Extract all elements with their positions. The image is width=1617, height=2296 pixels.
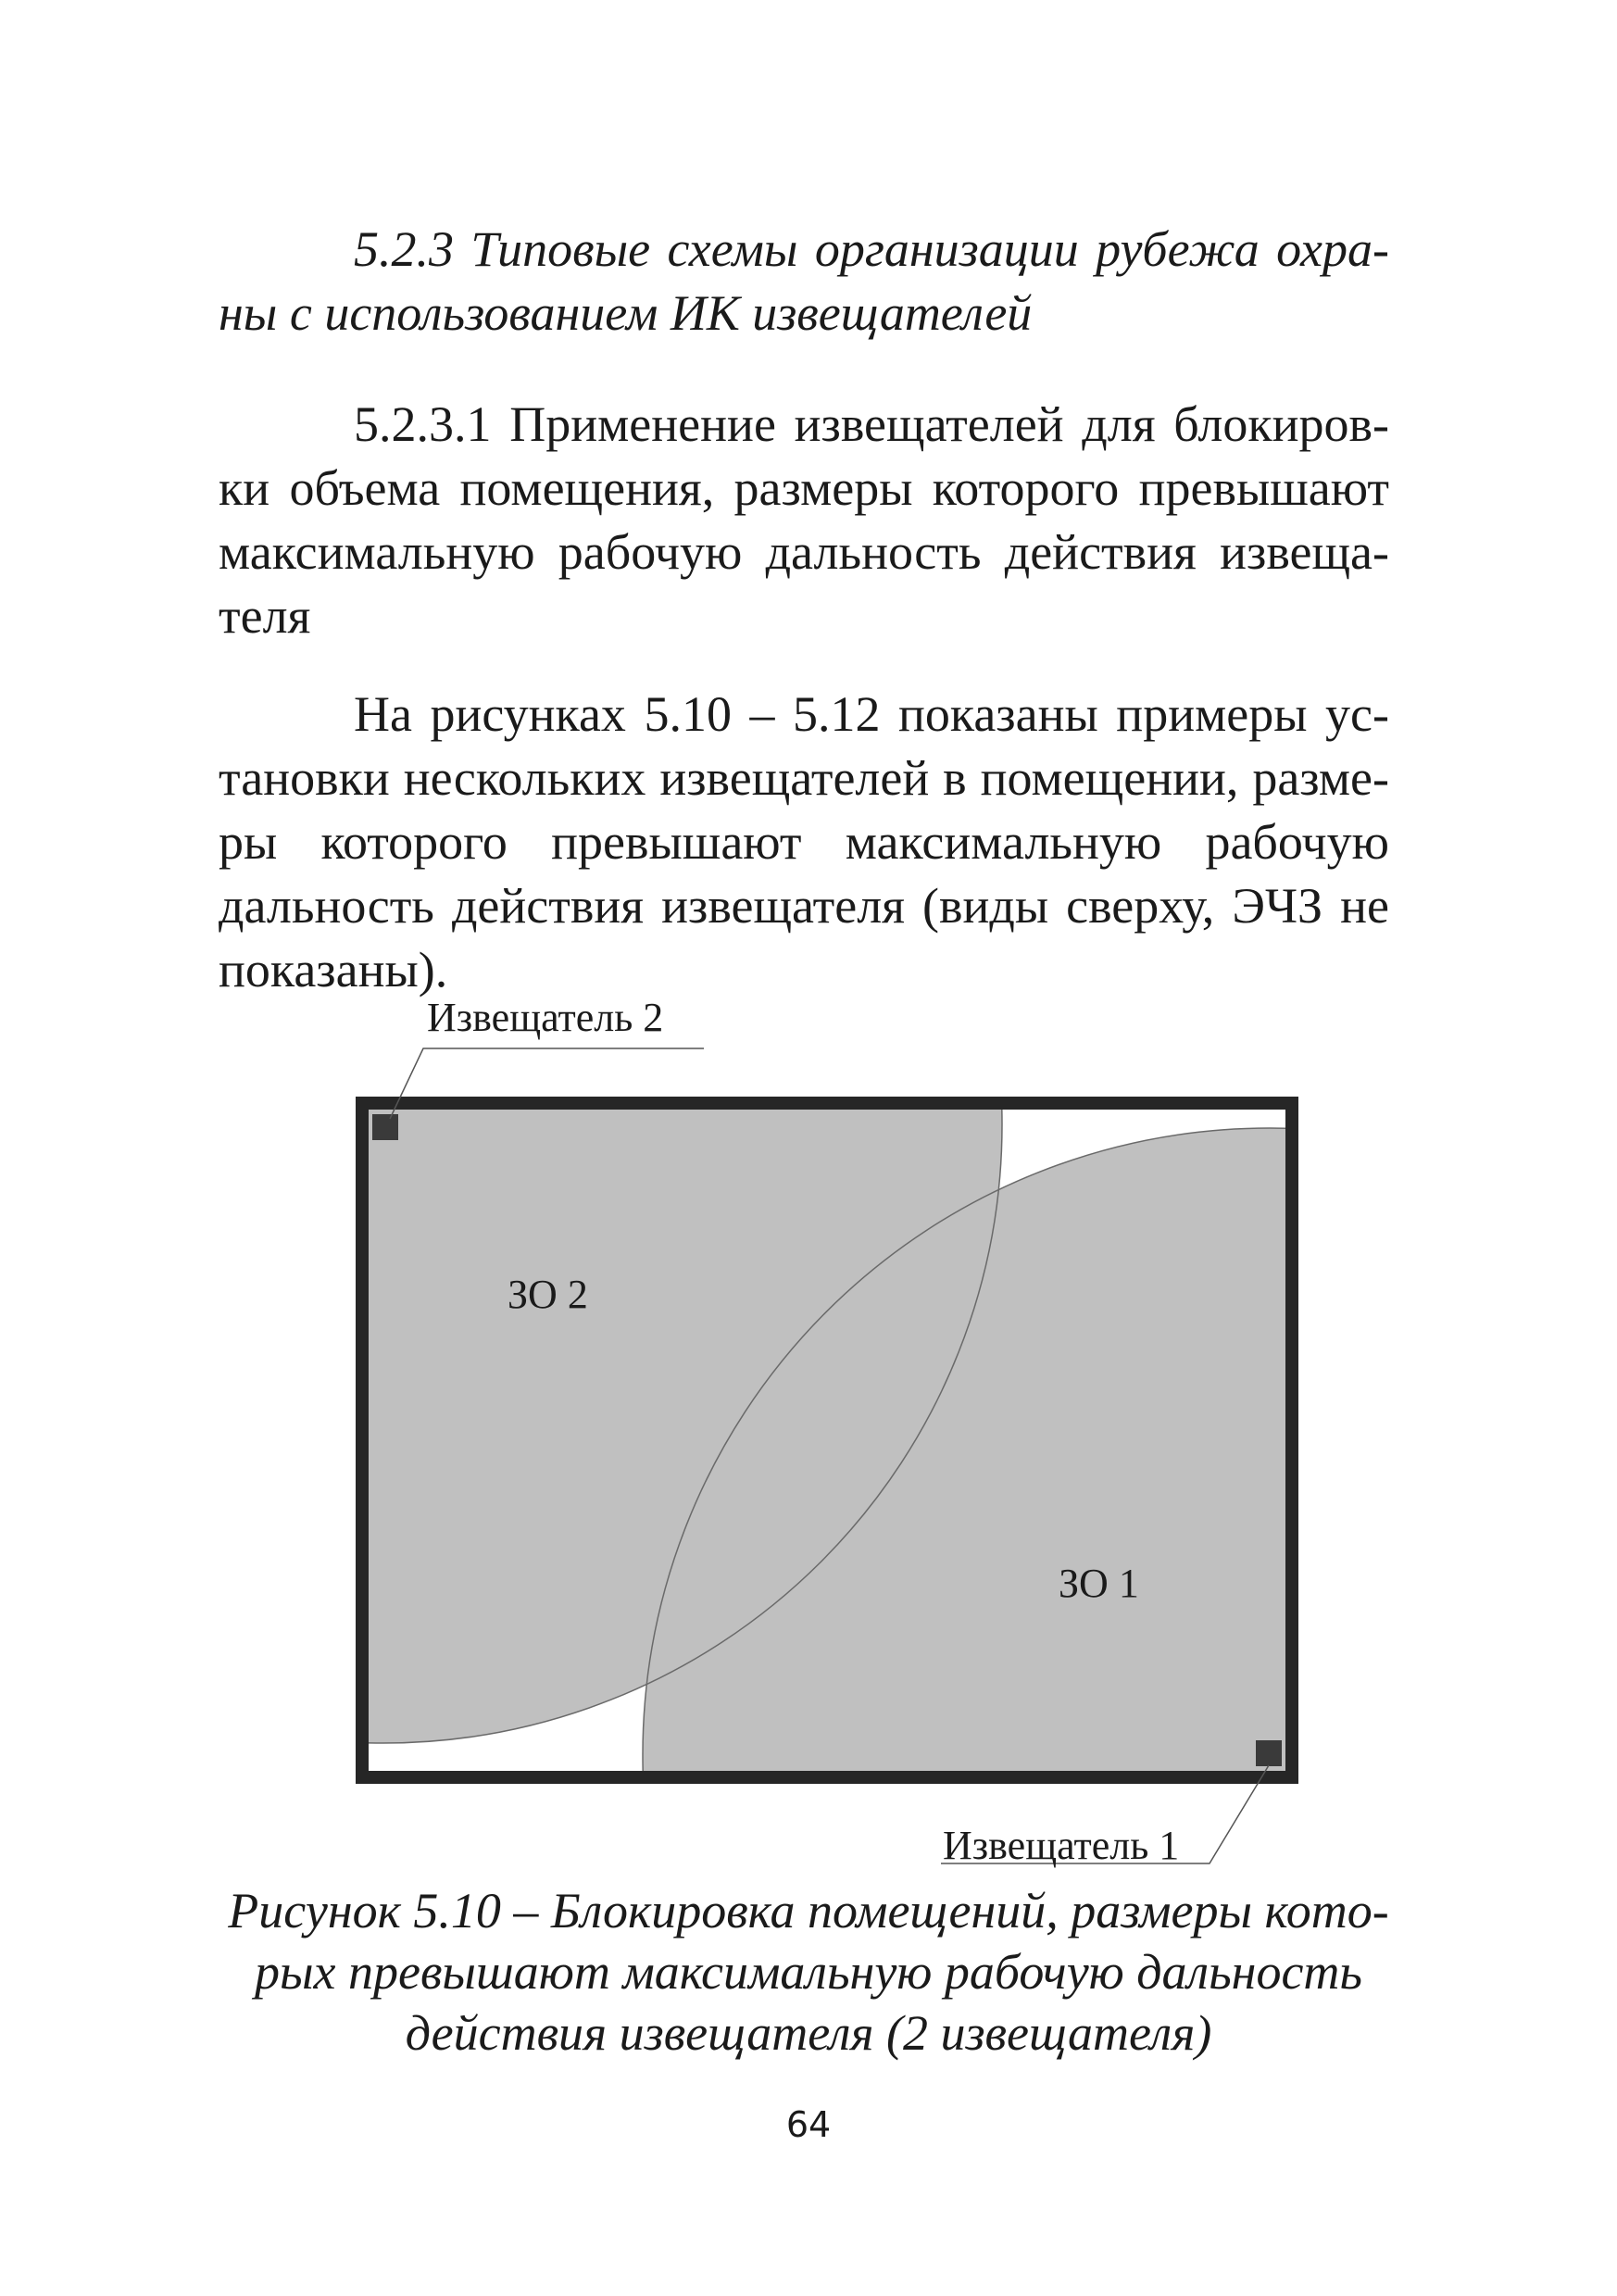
paragraph-line: показаны). [219,942,448,997]
detector-2-marker [372,1114,398,1140]
heading-line: ны с использованием ИК извещателей [219,285,1033,341]
heading-line: 5.2.3 Типовые схемы организации рубежа охра- [354,221,1389,277]
zone-1-label: ЗО 1 [1059,1561,1139,1606]
subheading-line: ки объема помещения, размеры которого превышают [219,460,1389,516]
detector-1-marker [1256,1740,1282,1766]
page-number: 64 [785,2104,832,2145]
detector-2-label: Извещатель 2 [427,995,664,1040]
subheading-line: теля [219,588,311,644]
caption-line: рых превышают максимальную рабочую дальность [254,1944,1362,2000]
zone-2-label: ЗО 2 [508,1272,588,1317]
paragraph-line: На рисунках 5.10 – 5.12 показаны примеры ус- [354,686,1389,742]
paragraph-line: ры которого превышают максимальную рабочую [219,814,1389,870]
subheading-line: 5.2.3.1 Применение извещателей для блокиров- [354,396,1389,452]
caption-line: Рисунок 5.10 – Блокировка помещений, размеры кото- [228,1883,1389,1938]
caption-line: действия извещателя (2 извещателя) [405,2005,1212,2061]
figure-caption [185,1880,1432,2064]
paragraph-line: дальность действия извещателя (виды сверху, ЭЧЗ не [219,878,1389,934]
subheading-line: максимальную рабочую дальность действия извеща- [219,524,1389,580]
detector-1-label: Извещатель 1 [943,1823,1180,1868]
paragraph-line: тановки нескольких извещателей в помещении, разме- [219,750,1389,806]
